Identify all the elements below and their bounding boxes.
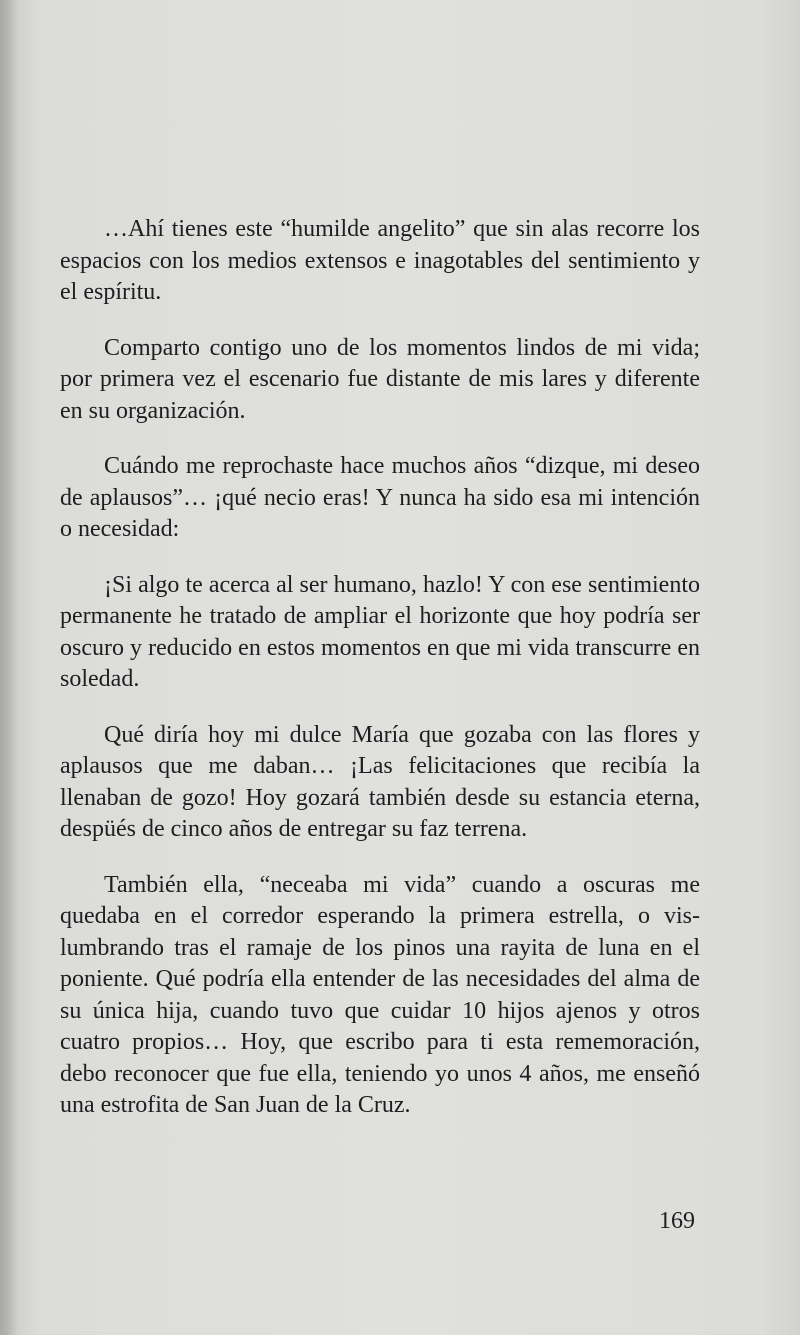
paragraph: También ella, “neceaba mi vida” cuando a oscuras me quedaba en el corredor esperando la primera estrella, o vislumbrando tras el ramaje de los pinos una rayita de luna en el poniente. Qué podría ella entender de las necesidades del alma de su única hija, cuando tuvo que cuidar 10 hijos ajenos y otros cuatro propios… Hoy, que escribo para ti esta rememoración, debo reconocer que fue ella, teniendo yo unos 4 años, me enseñó una estrofita de San Juan de la Cruz. <box>60 871 700 1118</box>
paragraph: ¡Si algo te acerca al ser humano, hazlo! Y con ese sentimiento permanente he tratado de ampliar el horizonte que hoy podría ser oscuro y reducido en estos momentos en que mi vida transcurre en soledad. <box>60 571 700 692</box>
page-number: 169 <box>659 1208 695 1234</box>
binding-shadow <box>0 0 18 1335</box>
body-text <box>60 214 700 1146</box>
paragraph: Cuándo me reprochaste hace muchos años “dizque, mi deseo de aplausos”… ¡qué necio eras! Y nunca ha sido esa mi intención o necesidad: <box>60 453 700 542</box>
paragraph: …Ahí tienes este “humilde angelito” que sin alas recorre los espacios con los medios extensos e inagotables del sentimiento y el espíritu. <box>60 216 700 305</box>
paragraph: Comparto contigo uno de los momentos lindos de mi vida; por primera vez el escenario fue distante de mis lares y diferente en su organización. <box>60 334 700 424</box>
paragraph: Qué diría hoy mi dulce María que gozaba con las flores y aplausos que me daban… ¡Las felicitaciones que recibía la llenaban de gozo! Hoy gozará también desde su estancia eterna, despüés de cinco años de entregar su faz terrena. <box>60 721 700 842</box>
